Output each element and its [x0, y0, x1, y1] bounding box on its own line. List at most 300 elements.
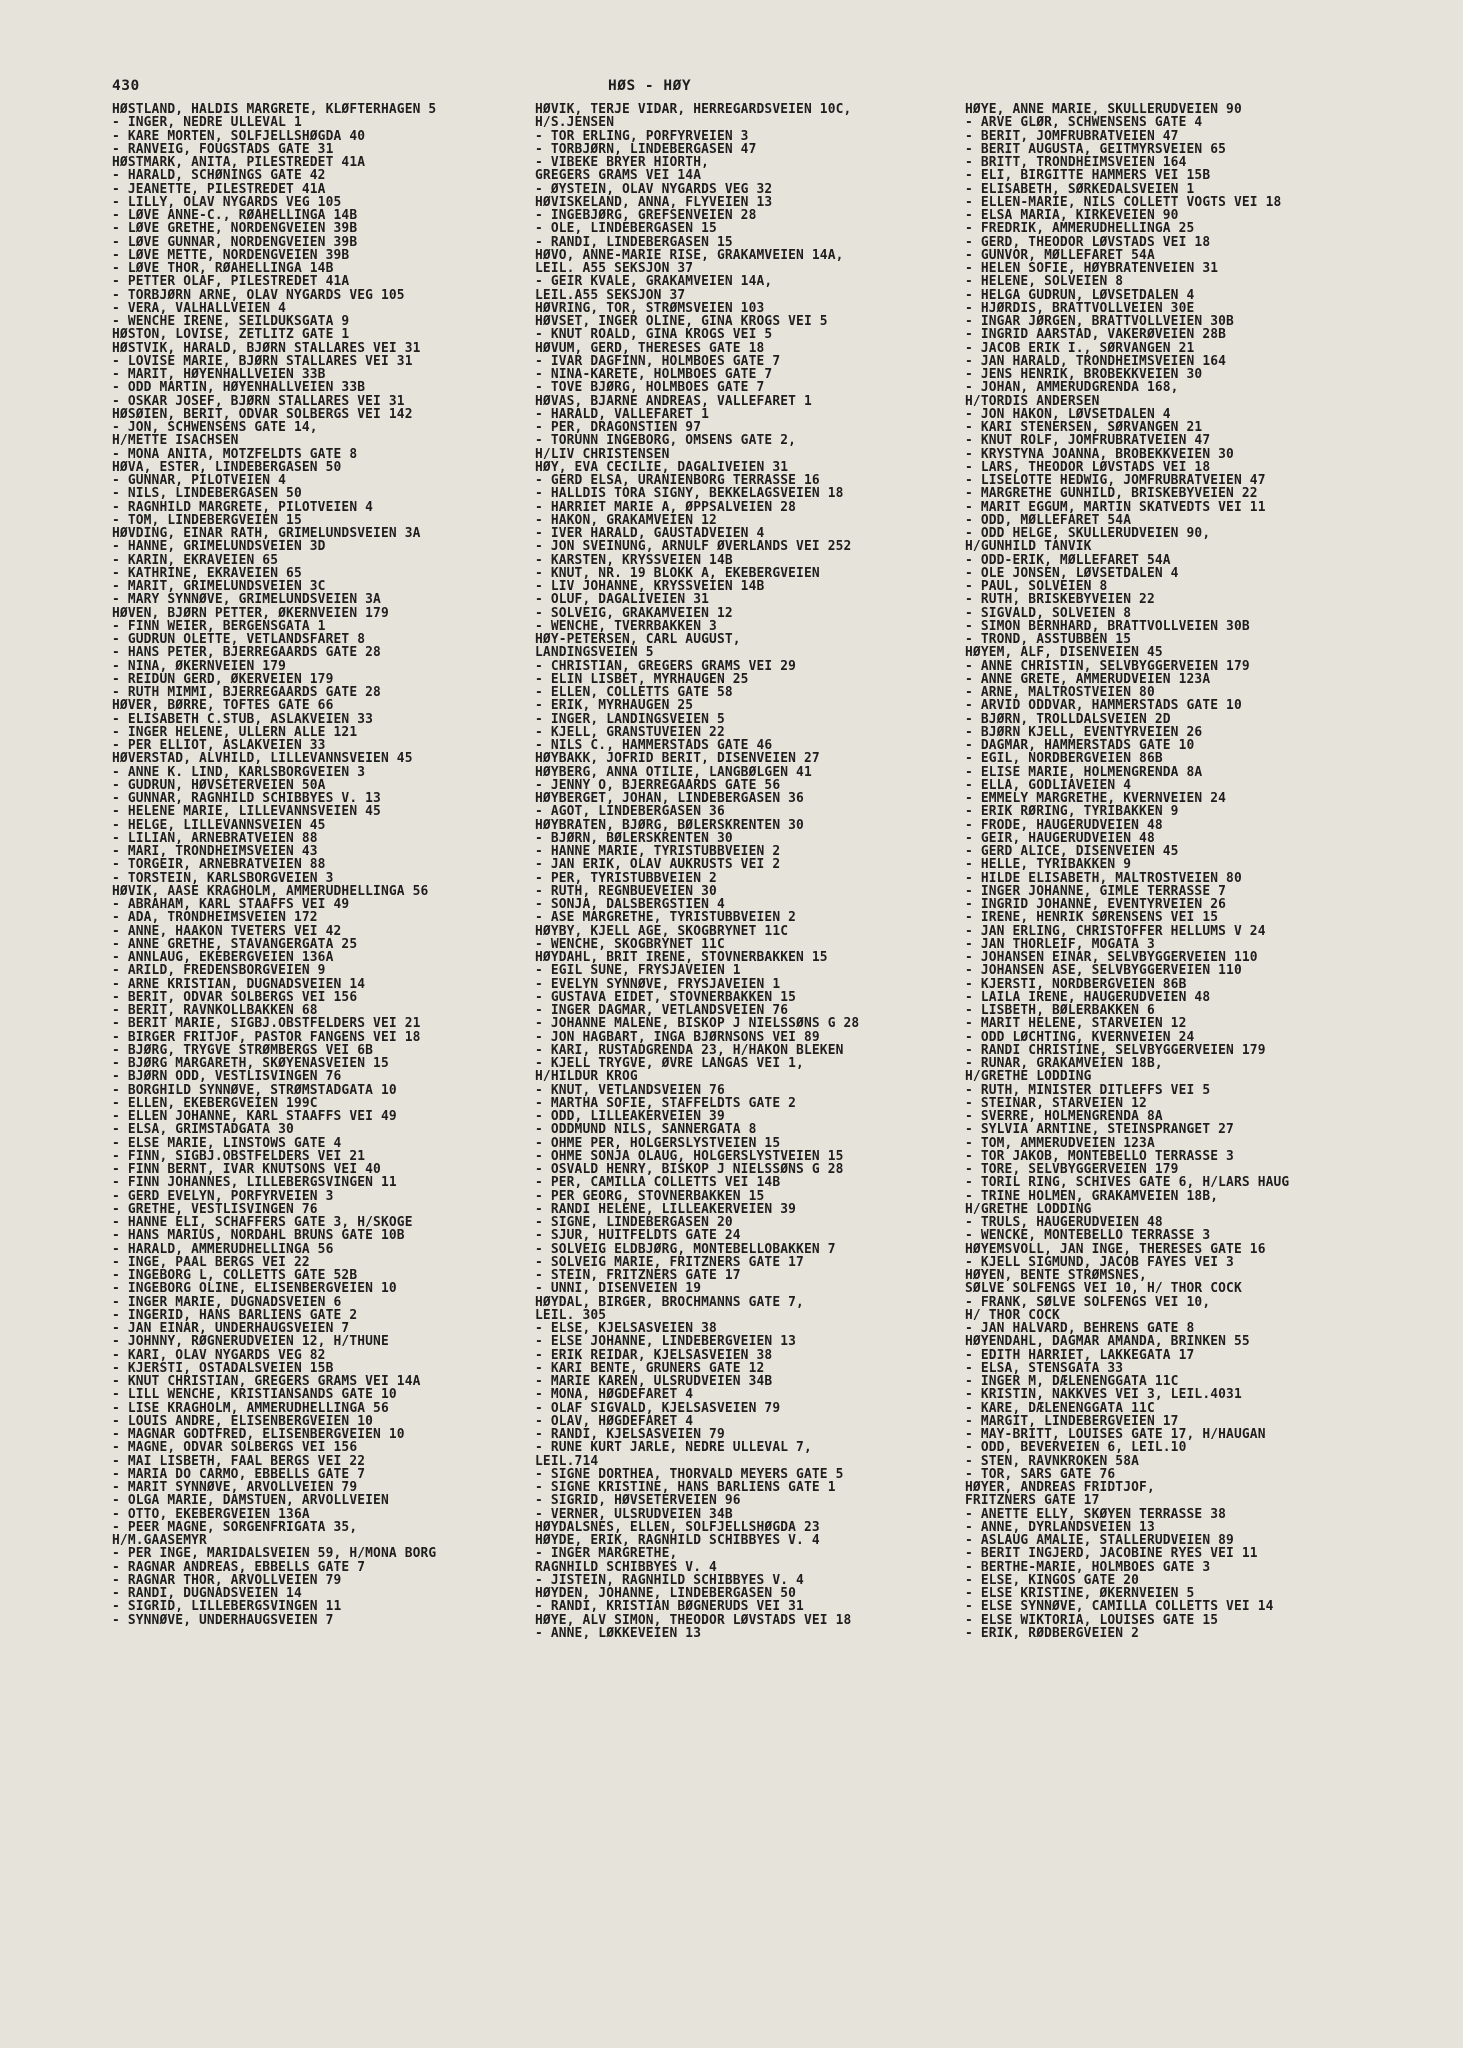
list-item: - JOHANSEN ÅSE, SELVBYGGERVEIEN 110: [965, 964, 1242, 978]
list-item: - KARI, RUSTADGRENDA 23, H/HAKON BLEKEN: [535, 1043, 844, 1057]
list-item: - KNUT CHRISTIAN, GREGERS GRAMS VEI 14A: [112, 1375, 421, 1389]
list-item: - MARI, TRONDHEIMSVEIEN 43: [112, 845, 318, 859]
list-item: H/METTE ISACHSEN: [112, 434, 239, 448]
list-item: - INGER, NEDRE ULLEVÅL 1: [112, 116, 302, 130]
list-item: - ELSE KRISTINE, ØKERNVEIEN 5: [965, 1587, 1195, 1601]
list-item: - PEER MAGNE, SORGENFRIGATA 35,: [112, 1520, 358, 1534]
list-item: - HARALD, VALLEFARET 1: [535, 407, 710, 421]
list-item: HØY-PETERSEN, CARL AUGUST,: [535, 633, 741, 647]
list-item: - ELISABETH, SØRKEDALSVEIEN 1: [965, 182, 1195, 196]
list-item: - KRISTIN, NAKKVES VEI 3, LEIL.4031: [965, 1388, 1242, 1402]
list-item: - GERD ELSA, URANIENBORG TERRASSE 16: [535, 474, 820, 488]
list-item: - KJELL SIGMUND, JACOB FAYES VEI 3: [965, 1255, 1234, 1269]
list-item: - ELSE JOHANNE, LINDEBERGVEIEN 13: [535, 1335, 797, 1349]
list-item: - FINN BERNT, IVAR KNUTSONS VEI 40: [112, 1163, 381, 1177]
list-item: - ARVID ODDVAR, HAMMERSTADS GATE 10: [965, 699, 1242, 713]
list-item: - LØVE GRETHE, NORDENGVEIEN 39B: [112, 222, 358, 236]
column-2: [535, 103, 957, 1640]
list-item: - HELLE, TYRIBAKKEN 9: [965, 858, 1132, 872]
list-item: - SOLVEIG, GRÅKAMVEIEN 12: [535, 606, 733, 620]
list-item: - MAY-BRITT, LOUISES GATE 17, H/HAUGAN: [965, 1428, 1266, 1442]
list-item: - ERIK RØRING, TYRIBAKKEN 9: [965, 805, 1179, 819]
list-item: - GUNNAR, PILOTVEIEN 4: [112, 474, 287, 488]
list-item: - LØVE ANNE-C., RØAHELLINGA 14B: [112, 209, 358, 223]
list-item: HØVERSTAD, ALVHILD, LILLEVANNSVEIEN 45: [112, 752, 413, 766]
list-item: - FRANK, SØLVE SOLFENGS VEI 10,: [965, 1295, 1211, 1309]
list-item: - JAN ERIK, OLAV AUKRUSTS VEI 2: [535, 858, 781, 872]
list-item: - RAGNAR THOR, ARVOLLVEIEN 79: [112, 1573, 342, 1587]
list-item: - HELEN SOFIE, HØYBRÅTENVEIEN 31: [965, 262, 1219, 276]
list-item: HØVO, ANNE-MARIE RISE, GRÅKAMVEIEN 14A,: [535, 248, 844, 262]
list-item: - VIBEKE BRYER HIORTH,: [535, 156, 710, 170]
list-item: - PAUL, SOLVEIEN 8: [965, 580, 1108, 594]
list-item: - ODD-ERIK, MØLLEFARET 54A: [965, 553, 1171, 567]
list-item: - EDITH HARRIET, LAKKEGATA 17: [965, 1348, 1195, 1362]
list-item: HØVÅS, BJARNE ANDREAS, VALLEFARET 1: [535, 394, 812, 408]
list-item: - RANDI, DUGNADSVEIEN 14: [112, 1587, 302, 1601]
list-item: - OLGA MARIE, DAMSTUEN, ARVOLLVEIEN: [112, 1494, 389, 1508]
list-item: - REIDUN GERD, ØKERVEIEN 179: [112, 672, 334, 686]
list-item: - HELGA GUDRUN, LØVSETDALEN 4: [965, 288, 1195, 302]
list-item: - JON HÅKON, LØVSETDALEN 4: [965, 407, 1171, 421]
list-item: HØYE, ANNE MARIE, SKULLERUDVEIEN 90: [965, 103, 1242, 117]
list-item: - EGIL, NORDBERGVEIEN 86B: [965, 752, 1163, 766]
list-item: - NILS C., HAMMERSTADS GATE 46: [535, 739, 773, 753]
list-item: - AGOT, LINDEBERGÅSEN 36: [535, 805, 725, 819]
list-item: - ASLAUG AMALIE, STALLERUDVEIEN 89: [965, 1534, 1234, 1548]
list-item: - GRETHE, VESTLISVINGEN 76: [112, 1202, 318, 1216]
list-item: - MAGNAR GODTFRED, ELISENBERGVEIEN 10: [112, 1428, 405, 1442]
list-item: HØSTLAND, HALDIS MARGRETE, KLØFTERHAGEN 5: [112, 103, 437, 117]
list-item: - FREDRIK, AMMERUDHELLINGA 25: [965, 222, 1195, 236]
list-item: - UNNI, DISENVEIEN 19: [535, 1282, 702, 1296]
list-item: - ANNE, HAAKON TVETERS VEI 42: [112, 924, 342, 938]
list-item: - RUTH MIMMI, BJERREGAARDS GATE 28: [112, 686, 381, 700]
list-item: - ANNE CHRISTIN, SELVBYGGERVEIEN 179: [965, 659, 1250, 673]
list-item: - MAI LISBETH, FAAL BERGS VEI 22: [112, 1454, 366, 1468]
list-item: - NILS, LINDEBERGÅSEN 50: [112, 487, 302, 501]
list-item: - INGEBORG L, COLLETTS GATE 52B: [112, 1269, 358, 1283]
list-item: - CHRISTIAN, GREGERS GRAMS VEI 29: [535, 659, 797, 673]
list-item: - ELISE MARIE, HOLMENGRENDA 8A: [965, 765, 1203, 779]
list-item: - LOUIS ANDRE, ELISENBERGVEIEN 10: [112, 1414, 374, 1428]
list-item: - INGER JOHANNE, GIMLE TERRASSE 7: [965, 884, 1227, 898]
list-item: - LARS, THEODOR LØVSTADS VEI 18: [965, 460, 1211, 474]
list-item: - KJELL, GRANSTUVEIEN 22: [535, 725, 725, 739]
list-item: - ERIK REIDAR, KJELSÅSVEIEN 38: [535, 1348, 773, 1362]
list-item: HØYBAKK, JOFRID BERIT, DISENVEIEN 27: [535, 752, 820, 766]
list-item: - JOHAN, AMMERUDGRENDA 168,: [965, 381, 1179, 395]
list-item: - ANNE, LØKKEVEIEN 13: [535, 1626, 702, 1640]
list-item: - ELI, BIRGITTE HAMMERS VEI 15B: [965, 169, 1211, 183]
list-item: - SIGNE, LINDEBERGÅSEN 20: [535, 1216, 733, 1230]
list-item: - LOVISE MARIE, BJØRN STALLARES VEI 31: [112, 354, 413, 368]
list-item: - BJØRN, BØLERSKRENTEN 30: [535, 831, 733, 845]
list-item: - LISBETH, BØLERBAKKEN 6: [965, 1004, 1155, 1018]
list-item: - JAN EINAR, UNDERHAUGSVEIEN 7: [112, 1322, 350, 1336]
list-item: - HANNE, GRIMELUNDSVEIEN 3D: [112, 540, 326, 554]
list-item: H/M.GAASEMYR: [112, 1534, 207, 1548]
list-item: - HARRIET MARIE A, ØPPSALVEIEN 28: [535, 500, 797, 514]
list-item: - HANNE ELI, SCHÄFFERS GATE 3, H/SKOGE: [112, 1216, 413, 1230]
list-item: - ANNE GRETHE, STAVANGERGATA 25: [112, 937, 358, 951]
list-item: - FINN, SIGBJ.OBSTFELDERS VEI 21: [112, 1149, 366, 1163]
list-item: - ELLEN, EKEBERGVEIEN 199C: [112, 1096, 318, 1110]
list-item: HØYDAL, BIRGER, BROCHMANNS GATE 7,: [535, 1295, 804, 1309]
list-item: RAGNHILD SCHIBBYES V. 4: [535, 1560, 717, 1574]
list-item: - TOM, LINDEBERGVEIEN 15: [112, 513, 302, 527]
list-item: - MARGIT, LINDEBERGVEIEN 17: [965, 1414, 1179, 1428]
list-item: - KNUT ROALD, GINA KROGS VEI 5: [535, 328, 773, 342]
list-item: - RUNE KURT JARLE, NEDRE ULLEVÅL 7,: [535, 1441, 812, 1455]
list-item: H/GRETHE LODDING: [965, 1070, 1092, 1084]
list-item: - ODD HELGE, SKULLERUDVEIEN 90,: [965, 527, 1211, 541]
list-item: LEIL. 305: [535, 1308, 607, 1322]
list-item: - WENCHE, TVERRBAKKEN 3: [535, 619, 717, 633]
list-item: - GEIR, HAUGERUDVEIEN 48: [965, 831, 1155, 845]
list-item: - LØVE METTE, NORDENGVEIEN 39B: [112, 248, 350, 262]
list-item: FRITZNERS GATE 17: [965, 1494, 1100, 1508]
list-item: - GERD ALICE, DISENVEIEN 45: [965, 845, 1179, 859]
list-item: - GUNNAR, RAGNHILD SCHIBBYES V. 13: [112, 792, 381, 806]
list-item: - GEIR KVALE, GRÅKAMVEIEN 14A,: [535, 275, 773, 289]
list-item: - ODDMUND NILS, SANNERGATA 8: [535, 1123, 757, 1137]
list-item: - NINA-KARETE, HOLMBOES GATE 7: [535, 368, 773, 382]
list-item: - RUTH, MINISTER DITLEFFS VEI 5: [965, 1083, 1211, 1097]
list-item: - KARSTEN, KRYSSVEIEN 14B: [535, 553, 733, 567]
list-item: - ELSA, STENSGATA 33: [965, 1361, 1124, 1375]
list-item: - HILDE ELISABETH, MALTROSTVEIEN 80: [965, 871, 1242, 885]
list-item: LEIL.A55 SEKSJON 37: [535, 288, 686, 302]
list-item: - JAN HARALD, TRONDHEIMSVEIEN 164: [965, 354, 1227, 368]
list-item: HØYDALSNES, ELLEN, SOLFJELLSHØGDA 23: [535, 1520, 820, 1534]
list-item: - HJØRDIS, BRATTVOLLVEIEN 30E: [965, 301, 1195, 315]
list-item: - VERA, VALHALLVEIEN 4: [112, 301, 287, 315]
list-item: - LAILA IRENE, HAUGERUDVEIEN 48: [965, 990, 1211, 1004]
list-item: - DAGMAR, HAMMERSTADS GATE 10: [965, 739, 1195, 753]
list-item: HØYER, ANDREAS FRIDTJOF,: [965, 1481, 1155, 1495]
list-item: - LILL WENCHE, KRISTIANSANDS GATE 10: [112, 1388, 397, 1402]
list-item: - INGER DAGMAR, VETLANDSVEIEN 76: [535, 1004, 789, 1018]
list-item: - PER, CAMILLA COLLETTS VEI 14B: [535, 1176, 781, 1190]
list-item: - WENCHE, SKOGBRYNET 11C: [535, 937, 725, 951]
list-item: - GUDRUN OLETTE, VETLANDSFARET 8: [112, 633, 366, 647]
list-item: - TORIL RING, SCHIVES GATE 6, H/LARS HAUG: [965, 1176, 1290, 1190]
list-item: - KARIN, EKRAVEIEN 65: [112, 553, 279, 567]
list-item: - BERIT, ODVAR SOLBERGS VEI 156: [112, 990, 358, 1004]
list-item: - RUTH, BRISKEBYVEIEN 22: [965, 593, 1155, 607]
list-item: - TORBJØRN, LINDEBERGÅSEN 47: [535, 142, 757, 156]
list-item: - HALLDIS TORA SIGNY, BEKKELAGSVEIEN 18: [535, 487, 844, 501]
list-item: - KNUT, NR. 19 BLOKK A, EKEBERGVEIEN: [535, 566, 820, 580]
list-item: - SOLVEIG MARIE, FRITZNERS GATE 17: [535, 1255, 804, 1269]
list-item: - BJØRN ODD, VESTLISVINGEN 76: [112, 1070, 342, 1084]
list-item: - LØVE THOR, RØAHELLINGA 14B: [112, 262, 334, 276]
list-item: - ARNE, MALTROSTVEIEN 80: [965, 686, 1155, 700]
list-item: - HARALD, SCHØNINGS GATE 42: [112, 169, 326, 183]
list-item: - KRYSTYNA JOANNA, BROBEKKVEIEN 30: [965, 447, 1234, 461]
list-item: - ANNE K. LIND, KARLSBORGVEIEN 3: [112, 765, 366, 779]
list-item: - ELLA, GODLIAVEIEN 4: [965, 778, 1132, 792]
list-item: - LISE KRAGHOLM, AMMERUDHELLINGA 56: [112, 1401, 389, 1415]
list-item: - EGIL SUNE, FRYSJAVEIEN 1: [535, 964, 741, 978]
list-item: - SIGNE DORTHEA, THORVALD MEYERS GATE 5: [535, 1467, 844, 1481]
list-item: - RANVEIG, FOUGSTADS GATE 31: [112, 142, 334, 156]
list-item: - PER GEORG, STOVNERBAKKEN 15: [535, 1189, 765, 1203]
list-item: - TOR ERLING, PORFYRVEIEN 3: [535, 129, 749, 143]
list-item: - OLE JONSEN, LØVSETDALEN 4: [965, 566, 1179, 580]
list-item: - OTTO, EKEBERGVEIEN 136A: [112, 1507, 310, 1521]
list-item: - IVAR DAGFINN, HOLMBOES GATE 7: [535, 354, 781, 368]
list-item: - JEANETTE, PILESTREDET 41A: [112, 182, 326, 196]
list-item: HØYDAHL, BRIT IRENE, STOVNERBAKKEN 15: [535, 951, 828, 965]
list-item: - LISELOTTE HEDWIG, JOMFRUBRÅTVEIEN 47: [965, 474, 1266, 488]
list-item: - JON HAGBART, INGA BJØRNSONS VEI 89: [535, 1030, 820, 1044]
list-item: - GERD EVELYN, PORFYRVEIEN 3: [112, 1189, 334, 1203]
list-item: - STEN, RAVNKROKEN 58A: [965, 1454, 1140, 1468]
list-item: - HELGE, LILLEVANNSVEIEN 45: [112, 818, 326, 832]
list-item: HØVSET, INGER OLINE, GINA KROGS VEI 5: [535, 315, 828, 329]
list-item: - JAN ERLING, CHRISTOFFER HELLUMS V 24: [965, 924, 1266, 938]
list-item: - ELSA MARIA, KIRKEVEIEN 90: [965, 209, 1179, 223]
list-item: - ELLEN-MARIE, NILS COLLETT VOGTS VEI 18: [965, 195, 1282, 209]
list-item: - INGER M, DÆLENENGGATA 11C: [965, 1375, 1179, 1389]
list-item: - MONA ANITA, MOTZFELDTS GATE 8: [112, 447, 358, 461]
list-item: - MARIT HELENE, STARVEIEN 12: [965, 1017, 1187, 1031]
list-item: - JAN HALVARD, BEHRENS GATE 8: [965, 1322, 1195, 1336]
list-item: - FINN WEIER, BERGENSGATA 1: [112, 619, 326, 633]
list-item: - MARIA DO CARMO, EBBELLS GATE 7: [112, 1467, 366, 1481]
list-item: - ODD, MØLLEFARET 54A: [965, 513, 1132, 527]
directory-columns: [0, 103, 1463, 2043]
list-item: - RUNAR, GRÅKAMVEIEN 18B,: [965, 1057, 1163, 1071]
page-range: HØS - HØY: [608, 78, 692, 94]
list-item: - ELSE MARIE, LINSTOWS GATE 4: [112, 1136, 342, 1150]
list-item: - RANDI HELENE, LILLEAKERVEIEN 39: [535, 1202, 797, 1216]
list-item: - ELIN LISBET, MYRHAUGEN 25: [535, 672, 749, 686]
list-item: - RANDI, KJELSÅSVEIEN 79: [535, 1428, 725, 1442]
list-item: - KARI, OLAV NYGARDS VEG 82: [112, 1348, 326, 1362]
list-item: - INGE, PAAL BERGS VEI 22: [112, 1255, 310, 1269]
list-item: - INGERID, HANS BARLIENS GATE 2: [112, 1308, 358, 1322]
list-item: - MARIT, GRIMELUNDSVEIEN 3C: [112, 580, 326, 594]
list-item: - JENNY O, BJERREGAARDS GATE 56: [535, 778, 781, 792]
list-item: - EVELYN SYNNØVE, FRYSJAVEIEN 1: [535, 977, 781, 991]
list-item: - BRITT, TRONDHEIMSVEIEN 164: [965, 156, 1187, 170]
list-item: - GERD, THEODOR LØVSTADS VEI 18: [965, 235, 1211, 249]
list-item: - ELSE WIKTORIA, LOUISES GATE 15: [965, 1613, 1219, 1627]
list-item: - ERIK, MYRHAUGEN 25: [535, 699, 694, 713]
list-item: HØVUM, GERD, THERESES GATE 18: [535, 341, 765, 355]
list-item: LANDINGSVEIEN 5: [535, 646, 654, 660]
list-item: - SIGVALD, SOLVEIEN 8: [965, 606, 1132, 620]
list-item: - ODD LØCHTING, KVERNVEIEN 24: [965, 1030, 1195, 1044]
list-item: H/GRETHE LODDING: [965, 1202, 1092, 1216]
list-item: - SIGNE KRISTINE, HANS BARLIENS GATE 1: [535, 1481, 836, 1495]
list-item: - INGEBJØRG, GREFSENVEIEN 28: [535, 209, 757, 223]
list-item: - TRINE HOLMEN, GRÅKAMVEIEN 18B,: [965, 1189, 1219, 1203]
list-item: - MARTHA SOFIE, STAFFELDTS GATE 2: [535, 1096, 797, 1110]
list-item: SØLVE SOLFENGS VEI 10, H/ THOR COCK: [965, 1282, 1242, 1296]
list-item: - RANDI CHRISTINE, SELVBYGGERVEIEN 179: [965, 1043, 1266, 1057]
list-item: - HANS MARIUS, NORDAHL BRUNS GATE 10B: [112, 1229, 405, 1243]
list-item: - ELISABETH C.STUB, ASLAKVEIEN 33: [112, 712, 374, 726]
list-item: HØYEM, ALF, DISENVEIEN 45: [965, 646, 1163, 660]
list-item: - STEIN, FRITZNERS GATE 17: [535, 1269, 741, 1283]
list-item: HØYBRÅTEN, BJØRG, BØLERSKRENTEN 30: [535, 818, 804, 832]
list-item: - BJØRN, TROLLDALSVEIEN 2D: [965, 712, 1171, 726]
list-item: - KJERSTI, NORDBERGVEIEN 86B: [965, 977, 1187, 991]
list-item: - INGRID AARSTAD, VAKERØVEIEN 28B: [965, 328, 1227, 342]
list-item: - LILLY, OLAV NYGARDS VEG 105: [112, 195, 342, 209]
list-item: - ELSE, KINGOS GATE 20: [965, 1573, 1140, 1587]
list-item: HØYDEN, JOHANNE, LINDEBERGÅSEN 50: [535, 1587, 797, 1601]
list-item: - BERTHE-MARIE, HOLMBOES GATE 3: [965, 1560, 1211, 1574]
list-item: - SOLVEIG ELDBJØRG, MONTEBELLOBAKKEN 7: [535, 1242, 836, 1256]
list-item: - ODD, LILLEAKERVEIEN 39: [535, 1110, 725, 1124]
list-item: - TORE, SELVBYGGERVEIEN 179: [965, 1163, 1179, 1177]
list-item: - GUSTAVA EIDET, STOVNERBAKKEN 15: [535, 990, 797, 1004]
list-item: - ELSE, KJELSÅSVEIEN 38: [535, 1322, 717, 1336]
list-item: - JISTEIN, RAGNHILD SCHIBBYES V. 4: [535, 1573, 804, 1587]
list-item: - SYNNØVE, UNDERHAUGSVEIEN 7: [112, 1613, 334, 1627]
list-item: HØSØIEN, BERIT, ODVAR SOLBERGS VEI 142: [112, 407, 413, 421]
list-item: HØYDE, ERIK, RAGNHILD SCHIBBYES V. 4: [535, 1534, 820, 1548]
list-item: - OHME PER, HOLGERSLYSTVEIEN 15: [535, 1136, 781, 1150]
list-item: - INGER MARIE, DUGNADSVEIEN 6: [112, 1295, 342, 1309]
list-item: - OLE, LINDEBERGÅSEN 15: [535, 222, 717, 236]
list-item: - ELSE SYNNØVE, CAMILLA COLLETTS VEI 14: [965, 1600, 1274, 1614]
list-item: - ELLEN, COLLETTS GATE 58: [535, 686, 733, 700]
list-item: HØSTON, LOVISE, ZETLITZ GATE 1: [112, 328, 350, 342]
list-item: HØVA, ESTER, LINDEBERGÅSEN 50: [112, 460, 342, 474]
list-item: - PER, TYRISTUBBVEIEN 2: [535, 871, 717, 885]
list-item: HØVRING, TOR, STRØMSVEIEN 103: [535, 301, 765, 315]
list-item: - HANS PETER, BJERREGAARDS GATE 28: [112, 646, 381, 660]
column-1: [112, 103, 532, 1627]
list-item: - INGER HELENE, ULLERN ALLE 121: [112, 725, 358, 739]
list-item: - HANNE MARIE, TYRISTUBBVEIEN 2: [535, 845, 781, 859]
list-item: - KATHRINE, EKRAVEIEN 65: [112, 566, 302, 580]
list-item: H/HILDUR KROG: [535, 1070, 638, 1084]
list-item: HØVIK, TERJE VIDAR, HERREGÅRDSVEIEN 10C,: [535, 103, 852, 117]
list-item: - BERIT INGJERD, JACOBINE RYES VEI 11: [965, 1547, 1258, 1561]
list-item: - HELENE MARIE, LILLEVANNSVEIEN 45: [112, 805, 381, 819]
list-item: - ANNE, DYRLANDSVEIEN 13: [965, 1520, 1155, 1534]
list-item: HØVIK, AASE KRAGHOLM, AMMERUDHELLINGA 56: [112, 884, 429, 898]
list-item: - WENCHE IRENE, SEILDUKSGATA 9: [112, 315, 350, 329]
list-item: - ØYSTEIN, OLAV NYGARDS VEG 32: [535, 182, 773, 196]
list-item: - TORSTEIN, KARLSBORGVEIEN 3: [112, 871, 334, 885]
list-item: - OLAF SIGVALD, KJELSÅSVEIEN 79: [535, 1401, 781, 1415]
list-item: - INGER, LANDINGSVEIEN 5: [535, 712, 725, 726]
list-item: - ABRAHAM, KARL STAAFFS VEI 49: [112, 898, 350, 912]
list-item: - KARI STENERSEN, SØRVANGEN 21: [965, 421, 1203, 435]
list-item: - ARVE GLØR, SCHWENSENS GATE 4: [965, 116, 1203, 130]
list-item: - RANDI, KRISTIAN BØGNERUDS VEI 31: [535, 1600, 804, 1614]
list-item: - SIMON BERNHARD, BRATTVOLLVEIEN 30B: [965, 619, 1250, 633]
list-item: - GUNVOR, MØLLEFARET 54A: [965, 248, 1155, 262]
list-item: - MARIT SYNNØVE, ARVOLLVEIEN 79: [112, 1481, 358, 1495]
list-item: - MONA, HØGDEFARET 4: [535, 1388, 694, 1402]
list-item: - JACOB ERIK I., SØRVANGEN 21: [965, 341, 1195, 355]
list-item: - KARI BENTE, GRÜNERS GATE 12: [535, 1361, 765, 1375]
list-item: - KÅRE, DÆLENENGGATA 11C: [965, 1401, 1155, 1415]
list-item: HØVISKELAND, ANNA, FLYVEIEN 13: [535, 195, 773, 209]
list-item: - JON, SCHWENSENS GATE 14,: [112, 421, 318, 435]
list-item: - JENS HENRIK, BROBEKKVEIEN 30: [965, 368, 1203, 382]
list-item: - TORUNN INGEBORG, OMSENS GATE 2,: [535, 434, 797, 448]
list-item: - SONJA, DALSBERGSTIEN 4: [535, 898, 725, 912]
list-item: - SVERRE, HOLMENGRENDA 8A: [965, 1110, 1163, 1124]
list-item: - IVER HARALD, GAUSTADVEIEN 4: [535, 527, 765, 541]
list-item: HØYBERGET, JOHAN, LINDEBERGÅSEN 36: [535, 792, 804, 806]
list-item: - MARY SYNNØVE, GRIMELUNDSVEIEN 3A: [112, 593, 381, 607]
list-item: GREGERS GRAMS VEI 14A: [535, 169, 702, 183]
list-item: - MARIT, HØYENHALLVEIEN 33B: [112, 368, 326, 382]
list-item: - ELSA, GRIMSTADGATA 30: [112, 1123, 294, 1137]
list-item: - MAGNE, ODVAR SOLBERGS VEI 156: [112, 1441, 358, 1455]
list-item: H/GUNHILD TANVIK: [965, 540, 1092, 554]
list-item: - OLUF, DAGALIVEIEN 31: [535, 593, 710, 607]
list-item: - KJERSTI, OSTADALSVEIEN 15B: [112, 1361, 334, 1375]
list-item: H/TORDIS ANDERSEN: [965, 394, 1100, 408]
list-item: - RAGNHILD MARGRETE, PILOTVEIEN 4: [112, 500, 374, 514]
list-item: - TOM, AMMERUDVEIEN 123A: [965, 1136, 1155, 1150]
list-item: - STEINAR, STARVEIEN 12: [965, 1096, 1147, 1110]
list-item: LEIL. A55 SEKSJON 37: [535, 262, 694, 276]
list-item: HØYEN, BENTE STRØMSNES,: [965, 1269, 1147, 1283]
list-item: HØSTMARK, ANITA, PILESTREDET 41A: [112, 156, 366, 170]
list-item: - PER, DRAGONSTIEN 97: [535, 421, 702, 435]
list-item: - BERIT, JOMFRUBRÅTVEIEN 47: [965, 129, 1179, 143]
list-item: - ERIK, RØDBERGVEIEN 2: [965, 1626, 1140, 1640]
list-item: - SJUR, HUITFELDTS GATE 24: [535, 1229, 741, 1243]
list-item: - JOHNNY, RØGNERUDVEIEN 12, H/THUNE: [112, 1335, 389, 1349]
list-item: - VERNER, ULSRUDVEIEN 34B: [535, 1507, 733, 1521]
list-item: - LIV JOHANNE, KRYSSVEIEN 14B: [535, 580, 765, 594]
list-item: - OSVALD HENRY, BISKOP J NIELSSØNS G 28: [535, 1163, 844, 1177]
list-item: - TOR, SARS GATE 76: [965, 1467, 1116, 1481]
list-item: HØYBY, KJELL ÅGE, SKOGBRYNET 11C: [535, 924, 789, 938]
list-item: - BERIT MARIE, SIGBJ.OBSTFELDERS VEI 21: [112, 1017, 421, 1031]
list-item: - IRENE, HENRIK SØRENSENS VEI 15: [965, 911, 1219, 925]
list-item: - SIGRID, HØVSETERVEIEN 96: [535, 1494, 741, 1508]
list-item: - GUDRUN, HØVSETERVEIEN 50A: [112, 778, 326, 792]
list-item: HØYEMSVOLL, JAN INGE, THERESES GATE 16: [965, 1242, 1266, 1256]
list-item: - ANETTE ELLY, SKØYEN TERRASSE 38: [965, 1507, 1227, 1521]
list-item: HØSTVIK, HARALD, BJØRN STALLARES VEI 31: [112, 341, 421, 355]
list-item: - ARILD, FREDENSBORGVEIEN 9: [112, 964, 326, 978]
list-item: - KNUT, VETLANDSVEIEN 76: [535, 1083, 725, 1097]
list-item: - KJELL TRYGVE, ØVRE LANGÅS VEI 1,: [535, 1057, 804, 1071]
list-item: - BERIT AUGUSTA, GEITMYRSVEIEN 65: [965, 142, 1227, 156]
list-item: - BJØRN KJELL, EVENTYRVEIEN 26: [965, 725, 1203, 739]
list-item: - ELLEN JOHANNE, KARL STAAFFS VEI 49: [112, 1110, 397, 1124]
list-item: - ANNLAUG, EKEBERGVEIEN 136A: [112, 951, 334, 965]
list-item: - HÅKON, GRÅKAMVEIEN 12: [535, 513, 717, 527]
list-item: - TORGEIR, ARNEBRATVEIEN 88: [112, 858, 326, 872]
list-item: HØYE, ALV SIMON, THEODOR LØVSTADS VEI 18: [535, 1613, 852, 1627]
list-item: - JOHANNE MALENE, BISKOP J NIELSSØNS G 28: [535, 1017, 860, 1031]
list-item: - INGRID JOHANNE, EVENTYRVEIEN 26: [965, 898, 1227, 912]
list-item: - FRODE, HAUGERUDVEIEN 48: [965, 818, 1163, 832]
list-item: - JOHANSEN EINAR, SELVBYGGERVEIEN 110: [965, 951, 1258, 965]
list-item: - JAN THORLEIF, MOGATA 3: [965, 937, 1155, 951]
list-item: - TROND, ÅSSTUBBEN 15: [965, 633, 1132, 647]
list-item: - BORGHILD SYNNØVE, STRØMSTADGATA 10: [112, 1083, 397, 1097]
list-item: - MARIT EGGUM, MARTIN SKATVEDTS VEI 11: [965, 500, 1266, 514]
